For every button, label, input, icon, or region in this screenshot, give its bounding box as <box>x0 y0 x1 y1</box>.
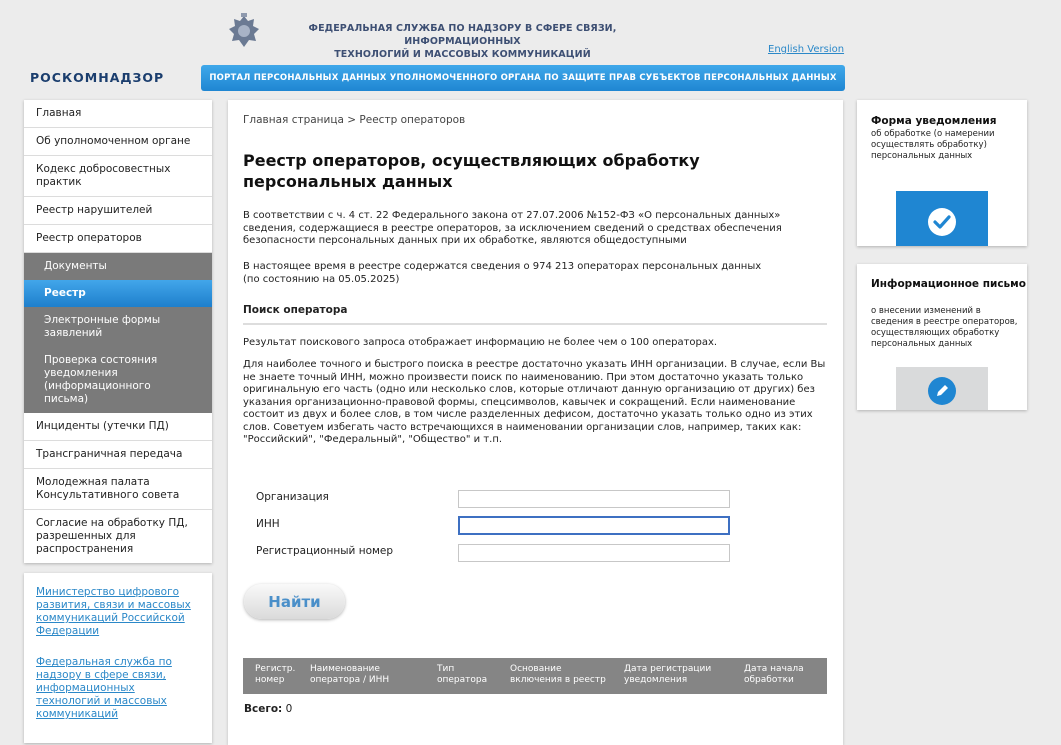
sidebar-nav <box>24 100 212 563</box>
registry-count-date: (по состоянию на 05.05.2025) <box>243 273 400 285</box>
sidebar-item-about[interactable]: Об уполномоченном органе <box>24 128 212 156</box>
sidebar-item-consent[interactable]: Согласие на обработку ПД, разрешенных для распространения <box>36 517 188 555</box>
organization-label: Организация <box>256 491 329 503</box>
pencil-icon <box>927 376 957 406</box>
sidebar-item-incidents[interactable]: Инциденты (утечки ПД) <box>24 413 212 441</box>
col-processing-start: Дата начала обработки <box>744 664 804 685</box>
col-registration-date: Дата регистрации уведомления <box>624 664 712 685</box>
total-value: 0 <box>285 703 293 715</box>
col-inclusion-basis: Основание включения в реестр <box>510 664 606 685</box>
result-limit-note: Результат поискового запроса отображает информацию не более чем о 100 операторах. <box>243 337 718 348</box>
intro-text: В соответствии с ч. 4 ст. 22 Федерального закона от 27.07.2006 №152-ФЗ «О персональных данных» сведения, содержащиеся в реестре операторов, за исключением сведений о средствах обеспечения безопасности персональных данных при их обработке, являются общедоступными <box>243 210 782 246</box>
col-operator-type: Тип оператора <box>437 664 488 685</box>
sidebar-item-home[interactable]: Главная <box>24 100 212 128</box>
site-header <box>0 0 1061 100</box>
info-letter-image <box>896 367 988 410</box>
sidebar-item-violators-registry[interactable]: Реестр нарушителей <box>24 197 212 225</box>
notification-form-image <box>896 191 988 246</box>
sidebar-item-code-of-practice[interactable]: Кодекс добросовестных практик <box>24 156 212 197</box>
inn-input[interactable] <box>458 516 730 535</box>
link-ministry[interactable]: Министерство цифрового развития, связи и массовых коммуникаций Российской Федерации <box>36 586 191 637</box>
main-content <box>228 100 843 745</box>
sidebar-subitem-registry[interactable]: Реестр <box>24 280 212 307</box>
registry-count-line: В настоящее время в реестре содержатся сведения о 974 213 операторах персональных данных <box>243 261 762 272</box>
emblem-icon <box>226 12 262 52</box>
info-letter-title: Информационное письмо <box>871 278 1026 290</box>
total-label: Всего: <box>244 703 283 715</box>
organization-input[interactable] <box>458 490 730 508</box>
search-section-title: Поиск оператора <box>243 304 827 325</box>
info-letter-text: о внесении изменений в сведения в реестре операторов, осуществляющих обработку персональных данных <box>871 306 1018 349</box>
results-total <box>244 703 292 715</box>
search-help-text: Для наиболее точного и быстрого поиска в реестре достаточно указать ИНН организации. В случае, если Вы не знаете точный ИНН, можно произвести поиск по наименованию. При этом достаточно указать только оригинальную его часть (одно или несколько слов, которые отличают данную организацию от других) без указания организационно-правовой формы, спецсимволов, кавычек и сокращений. Если наименование состоит из двух и более слов, в том числе разделенных дефисом, достаточно указать только одно из этих слов. Советуем избегать часто встречающихся в наименовании организации слов, например, таких как: "Российский", "Федеральный", "Общество" и т.п. <box>243 359 826 445</box>
reg-number-label: Регистрационный номер <box>256 545 394 557</box>
col-operator-name: Наименование оператора / ИНН <box>310 664 390 685</box>
reg-number-input[interactable] <box>458 544 730 562</box>
registry-count <box>243 261 828 286</box>
inn-label: ИНН <box>256 518 280 530</box>
sidebar-subitem-documents[interactable]: Документы <box>24 253 212 280</box>
breadcrumb[interactable]: Главная страница > Реестр операторов <box>243 114 466 126</box>
roskomnadzor-logo[interactable]: РОСКОМНАДЗОР <box>30 70 165 85</box>
results-table-header <box>243 658 827 694</box>
agency-name <box>270 22 655 61</box>
sidebar-subitem-electronic-forms[interactable]: Электронные формы заявлений <box>24 307 212 347</box>
sidebar-subitem-notification-check[interactable]: Проверка состояния уведомления (информационного письма) <box>24 347 212 413</box>
sidebar-item-youth-chamber[interactable]: Молодежная палата Консультативного совета <box>24 469 212 510</box>
page-title: Реестр операторов, осуществляющих обработку персональных данных <box>243 151 700 191</box>
info-letter-card[interactable] <box>857 264 1027 410</box>
search-button[interactable]: Найти <box>244 584 345 619</box>
notification-form-text: об обработке (о намерении осуществлять обработку) персональных данных <box>871 129 995 161</box>
notification-form-card[interactable] <box>857 100 1027 246</box>
agency-name-line2: ТЕХНОЛОГИЙ И МАССОВЫХ КОММУНИКАЦИЙ <box>334 49 591 60</box>
english-version-link[interactable]: English Version <box>768 44 845 55</box>
col-reg-number: Регистр. номер <box>255 664 296 685</box>
check-icon <box>927 207 957 237</box>
agency-name-line1: ФЕДЕРАЛЬНАЯ СЛУЖБА ПО НАДЗОРУ В СФЕРЕ СВЯЗИ, ИНФОРМАЦИОННЫХ <box>308 23 617 47</box>
link-roskomnadzor[interactable]: Федеральная служба по надзору в сфере связи, информационных технологий и массовых коммуникаций <box>36 656 172 720</box>
sidebar-links <box>24 573 212 743</box>
sidebar-item-operators-registry[interactable]: Реестр операторов <box>24 225 212 253</box>
sidebar-item-cross-border[interactable]: Трансграничная передача <box>24 441 212 469</box>
portal-banner: ПОРТАЛ ПЕРСОНАЛЬНЫХ ДАННЫХ УПОЛНОМОЧЕННОГО ОРГАНА ПО ЗАЩИТЕ ПРАВ СУБЪЕКТОВ ПЕРСОНАЛЬНЫХ ДАННЫХ <box>201 65 845 91</box>
notification-form-title: Форма уведомления <box>871 115 997 127</box>
